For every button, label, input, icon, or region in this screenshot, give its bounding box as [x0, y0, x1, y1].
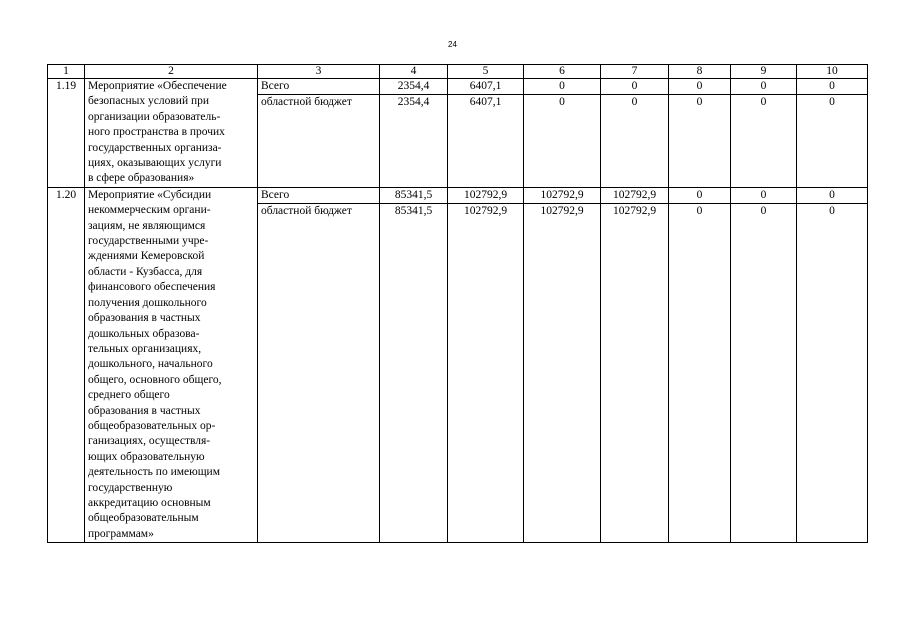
value-cell: 6407,1: [448, 79, 524, 95]
funding-source: областной бюджет: [258, 204, 380, 543]
value-cell: 102792,9: [524, 204, 601, 543]
description-line: дошкольного, начального: [88, 358, 213, 371]
measure-description: [85, 79, 258, 188]
header-cell: 2: [85, 65, 258, 79]
header-cell: 10: [797, 65, 868, 79]
value-cell: 0: [669, 204, 731, 543]
description-line: тельных организациях,: [88, 342, 202, 355]
table-row: [48, 79, 868, 95]
header-cell: 6: [524, 65, 601, 79]
description-line: Мероприятие «Обеспечение: [88, 80, 227, 92]
description-line: циях, оказывающих услуги: [88, 157, 222, 170]
description-line: образования в частных: [88, 404, 201, 417]
value-cell: 0: [797, 204, 868, 543]
measure-description: [85, 187, 258, 542]
description-line: некоммерческим органи-: [88, 204, 211, 217]
value-cell: 102792,9: [448, 204, 524, 543]
description-line: ждениями Кемеровской: [88, 250, 205, 263]
value-cell: 102792,9: [601, 187, 669, 203]
description-line: получения дошкольного: [88, 296, 207, 309]
description-line: государственными учре-: [88, 235, 209, 248]
description-line: в сфере образования»: [88, 172, 195, 185]
value-cell: 2354,4: [380, 95, 448, 187]
value-cell: 0: [731, 95, 797, 187]
row-number: 1.19: [48, 79, 85, 188]
budget-table: [47, 64, 868, 543]
value-cell: 6407,1: [448, 95, 524, 187]
description-line: ганизациях, осуществля-: [88, 435, 211, 448]
table-row: [48, 187, 868, 203]
value-cell: 2354,4: [380, 79, 448, 95]
header-row: [48, 65, 868, 79]
header-cell: 3: [258, 65, 380, 79]
description-line: общеобразовательных ор-: [88, 419, 216, 432]
value-cell: 102792,9: [601, 204, 669, 543]
description-line: государственную: [88, 481, 173, 494]
value-cell: 0: [601, 95, 669, 187]
page-number: 24: [448, 40, 457, 49]
description-line: общеобразовательным: [88, 512, 199, 525]
description-line: программам»: [88, 527, 154, 540]
description-line: дошкольных образова-: [88, 327, 200, 340]
value-cell: 85341,5: [380, 187, 448, 203]
value-cell: 0: [524, 95, 601, 187]
description-line: безопасных условий при: [88, 95, 210, 108]
description-line: зациям, не являющимся: [88, 219, 206, 232]
value-cell: 0: [524, 79, 601, 95]
header-cell: 5: [448, 65, 524, 79]
value-cell: 0: [601, 79, 669, 95]
value-cell: 85341,5: [380, 204, 448, 543]
row-number: 1.20: [48, 187, 85, 542]
description-line: общего, основного общего,: [88, 373, 222, 386]
description-line: области - Кузбасса, для: [88, 265, 203, 278]
value-cell: 0: [669, 95, 731, 187]
value-cell: 0: [731, 79, 797, 95]
header-cell: 9: [731, 65, 797, 79]
description-line: образования в частных: [88, 312, 201, 325]
description-line: аккредитацию основным: [88, 496, 211, 509]
value-cell: 0: [669, 79, 731, 95]
description-line: деятельность по имеющим: [88, 466, 220, 479]
value-cell: 102792,9: [524, 187, 601, 203]
funding-source: Всего: [258, 187, 380, 203]
description-line: среднего общего: [88, 389, 170, 402]
value-cell: 0: [731, 187, 797, 203]
header-cell: 4: [380, 65, 448, 79]
funding-source: областной бюджет: [258, 95, 380, 187]
value-cell: 0: [797, 79, 868, 95]
description-line: ного пространства в прочих: [88, 126, 225, 139]
description-line: государственных организа-: [88, 141, 222, 154]
funding-source: Всего: [258, 79, 380, 95]
value-cell: 0: [731, 204, 797, 543]
description-line: Мероприятие «Субсидии: [88, 188, 212, 201]
value-cell: 0: [797, 95, 868, 187]
header-cell: 8: [669, 65, 731, 79]
value-cell: 102792,9: [448, 187, 524, 203]
description-line: финансового обеспечения: [88, 281, 216, 294]
value-cell: 0: [797, 187, 868, 203]
value-cell: 0: [669, 187, 731, 203]
header-cell: 7: [601, 65, 669, 79]
header-cell: 1: [48, 65, 85, 79]
description-line: ющих образовательную: [88, 450, 205, 463]
description-line: организации образователь-: [88, 110, 221, 123]
